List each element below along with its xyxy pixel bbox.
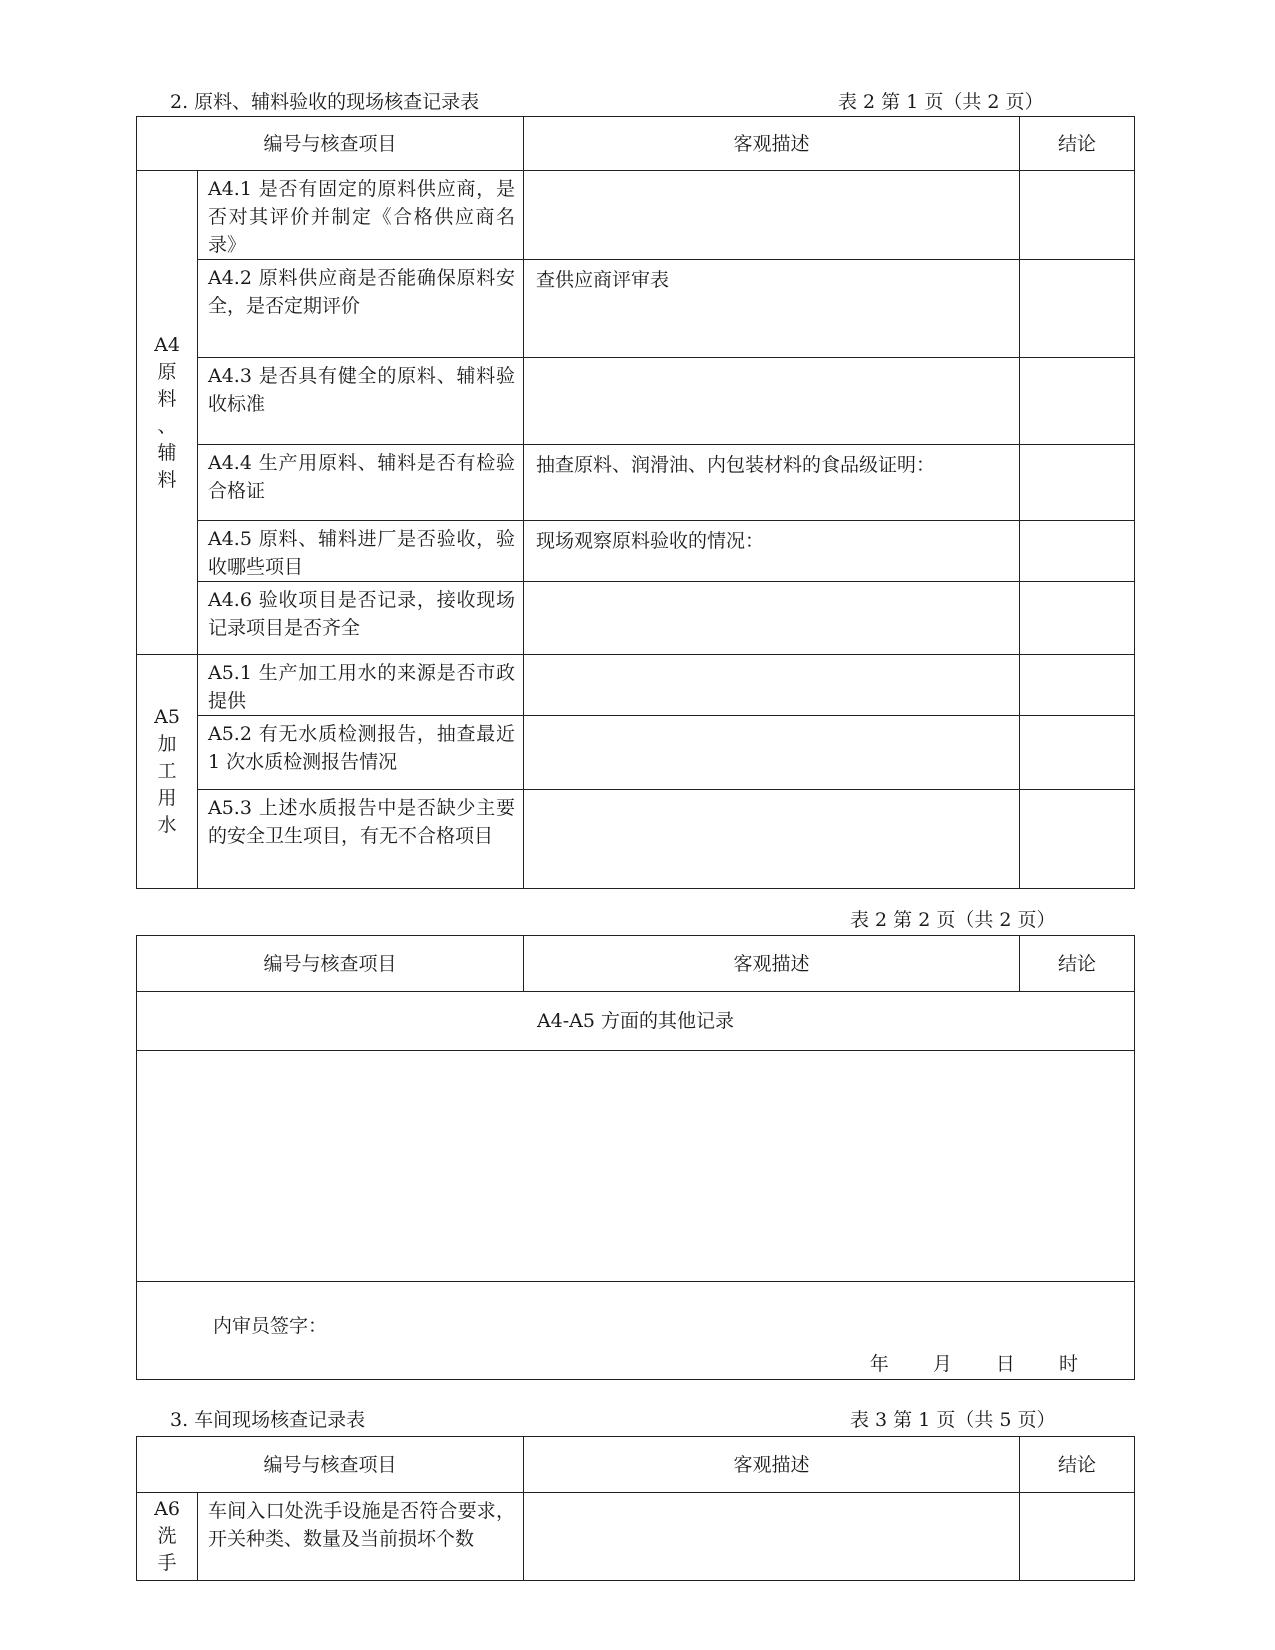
result-cell[interactable] [1020, 260, 1135, 358]
check-item-a4-5: A4.5 原料、辅料进厂是否验收，验收哪些项目 [198, 521, 524, 582]
header-desc: 客观描述 [524, 1437, 1020, 1493]
check-item-a4-6: A4.6 验收项目是否记录，接收现场记录项目是否齐全 [198, 582, 524, 655]
check-item-a5-3: A5.3 上述水质报告中是否缺少主要的安全卫生项目，有无不合格项目 [198, 790, 524, 889]
result-cell[interactable] [1020, 716, 1135, 790]
table-3-page-1 [136, 1436, 1135, 1581]
description-cell[interactable] [524, 171, 1020, 260]
description-cell[interactable] [524, 358, 1020, 445]
signature-row [137, 1282, 1135, 1380]
other-records-title: A4-A5 方面的其他记录 [137, 992, 1135, 1051]
table-2-page-2 [136, 935, 1135, 1380]
date-fields[interactable] [832, 1350, 1078, 1378]
result-cell[interactable] [1020, 358, 1135, 445]
header-result: 结论 [1020, 117, 1135, 171]
description-cell[interactable]: 抽查原料、润滑油、内包装材料的食品级证明： [524, 445, 1020, 521]
result-cell[interactable] [1020, 582, 1135, 655]
header-desc: 客观描述 [524, 117, 1020, 171]
result-cell[interactable] [1020, 171, 1135, 260]
result-cell[interactable] [1020, 521, 1135, 582]
date-year-label: 年 [869, 1353, 889, 1375]
other-records-area[interactable] [137, 1051, 1135, 1282]
result-cell[interactable] [1020, 655, 1135, 716]
header-item: 编号与核查项目 [137, 1437, 524, 1493]
check-item-a6: 车间入口处洗手设施是否符合要求，开关种类、数量及当前损坏个数 [198, 1493, 524, 1581]
description-cell[interactable] [524, 716, 1020, 790]
header-desc: 客观描述 [524, 936, 1020, 992]
check-item-a4-4: A4.4 生产用原料、辅料是否有检验合格证 [198, 445, 524, 521]
signature-label: 内审员签字： [213, 1315, 328, 1337]
result-cell[interactable] [1020, 1493, 1135, 1581]
table-2-page-1 [136, 116, 1135, 889]
page-label: 表 3 第 1 页（共 5 页） [850, 1409, 1056, 1431]
description-cell[interactable]: 查供应商评审表 [524, 260, 1020, 358]
date-month-label: 月 [932, 1353, 952, 1375]
header-item: 编号与核查项目 [137, 936, 524, 992]
check-item-a5-2: A5.2 有无水质检测报告，抽查最近 1 次水质检测报告情况 [198, 716, 524, 790]
section2-title: 2. 原料、辅料验收的现场核查记录表 [170, 91, 480, 113]
description-cell[interactable]: 现场观察原料验收的情况： [524, 521, 1020, 582]
section3-title: 3. 车间现场核查记录表 [170, 1409, 366, 1431]
check-item-a4-1: A4.1 是否有固定的原料供应商，是否对其评价并制定《合格供应商名录》 [198, 171, 524, 260]
header-result: 结论 [1020, 936, 1135, 992]
description-cell[interactable] [524, 582, 1020, 655]
category-a5: A5 加 工 用 水 [137, 655, 198, 889]
date-hour-label: 时 [1058, 1353, 1078, 1375]
page-label: 表 2 第 1 页（共 2 页） [838, 91, 1044, 113]
page-label: 表 2 第 2 页（共 2 页） [850, 909, 1056, 931]
date-day-label: 日 [995, 1353, 1015, 1375]
header-item: 编号与核查项目 [137, 117, 524, 171]
description-cell[interactable] [524, 655, 1020, 716]
result-cell[interactable] [1020, 445, 1135, 521]
check-item-a5-1: A5.1 生产加工用水的来源是否市政提供 [198, 655, 524, 716]
header-result: 结论 [1020, 1437, 1135, 1493]
check-item-a4-3: A4.3 是否具有健全的原料、辅料验收标准 [198, 358, 524, 445]
category-a6: A6 洗 手 [137, 1493, 198, 1581]
description-cell[interactable] [524, 1493, 1020, 1581]
description-cell[interactable] [524, 790, 1020, 889]
check-item-a4-2: A4.2 原料供应商是否能确保原料安全，是否定期评价 [198, 260, 524, 358]
category-a4: A4 原 料 、 辅 料 [137, 171, 198, 655]
result-cell[interactable] [1020, 790, 1135, 889]
